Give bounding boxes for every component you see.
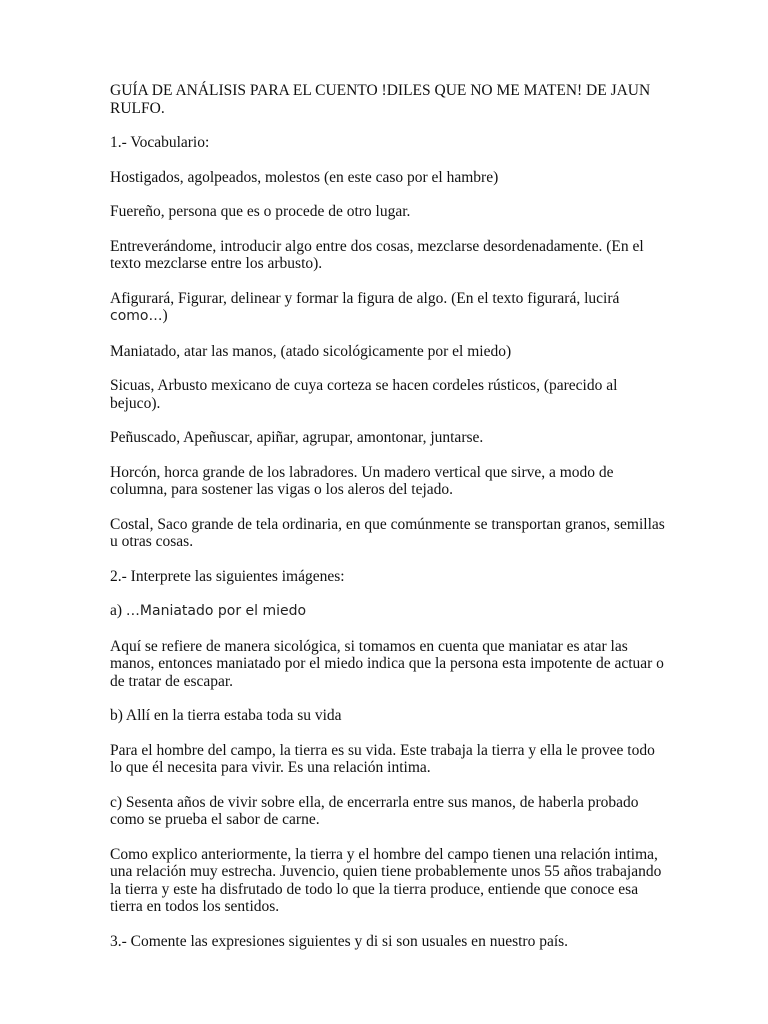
- section-heading-expresiones: 3.- Comente las expresiones siguientes y di si son usuales en nuestro país.: [110, 932, 569, 950]
- image-b-answer: Para el hombre del campo, la tierra es su vida. Este trabaja la tierra y ella le provee todo lo que él necesita para vivir. Es una relación intima.: [110, 741, 655, 776]
- image-a-quote: [110, 602, 670, 621]
- section-heading-vocabulario: 1.- Vocabulario:: [110, 134, 210, 151]
- vocab-afigurara-text: Afigurará, Figurar, delinear y formar la figura de algo. (En el texto figurará, lucirá: [110, 289, 620, 307]
- image-c-answer: Como explico anteriormente, la tierra y el hombre del campo tienen una relación intima, una relación muy estrecha. Juvencio, quien tiene probablemente unos 55 años trabajando la tierra y este ha disfrutado de todo lo que la tierra produce, entiende que conoce esa tierra en todos los sentidos.: [110, 845, 662, 915]
- vocab-afigurara: [110, 290, 670, 326]
- image-a-text: …Maniatado por el miedo: [125, 603, 307, 619]
- vocab-sicuas: Sicuas, Arbusto mexicano de cuya corteza se hacen cordeles rústicos, (parecido al bejuco).: [110, 377, 618, 412]
- image-b-quote: b) Allí en la tierra estaba toda su vida: [110, 707, 342, 724]
- document-title: GUÍA DE ANÁLISIS PARA EL CUENTO !DILES QUE NO ME MATEN! DE JAUN RULFO.: [110, 82, 651, 117]
- document-page: [110, 82, 670, 967]
- image-c-quote: c) Sesenta años de vivir sobre ella, de encerrarla entre sus manos, de haberla probado como se prueba el sabor de carne.: [110, 793, 639, 828]
- vocab-afigurara-close: ): [162, 307, 168, 324]
- vocab-afigurara-tail: como…: [110, 308, 163, 324]
- vocab-horcon: Horcón, horca grande de los labradores. Un madero vertical que sirve, a modo de columna, para sostener las vigas o los aleros del tejado.: [110, 463, 614, 498]
- image-a-answer: Aquí se refiere de manera sicológica, si tomamos en cuenta que maniatar es atar las manos, entonces maniatado por el miedo indica que la persona esta impotente de actuar o de tratar de escapar.: [110, 637, 664, 690]
- vocab-maniatado: Maniatado, atar las manos, (atado sicológicamente por el miedo): [110, 342, 512, 360]
- section-heading-imagenes: 2.- Interprete las siguientes imágenes:: [110, 567, 345, 585]
- vocab-entreverandome: Entreverándome, introducir algo entre dos cosas, mezclarse desordenadamente. (En el texto mezclarse entre los arbusto).: [110, 237, 644, 272]
- vocab-penuscado: Peñuscado, Apeñuscar, apiñar, agrupar, amontonar, juntarse.: [110, 429, 484, 446]
- vocab-fuereno: Fuereño, persona que es o procede de otro lugar.: [110, 203, 411, 220]
- vocab-hostigados: Hostigados, agolpeados, molestos (en este caso por el hambre): [110, 168, 499, 186]
- vocab-costal: Costal, Saco grande de tela ordinaria, en que comúnmente se transportan granos, semillas u otras cosas.: [110, 515, 665, 550]
- image-a-prefix: a): [110, 602, 126, 619]
